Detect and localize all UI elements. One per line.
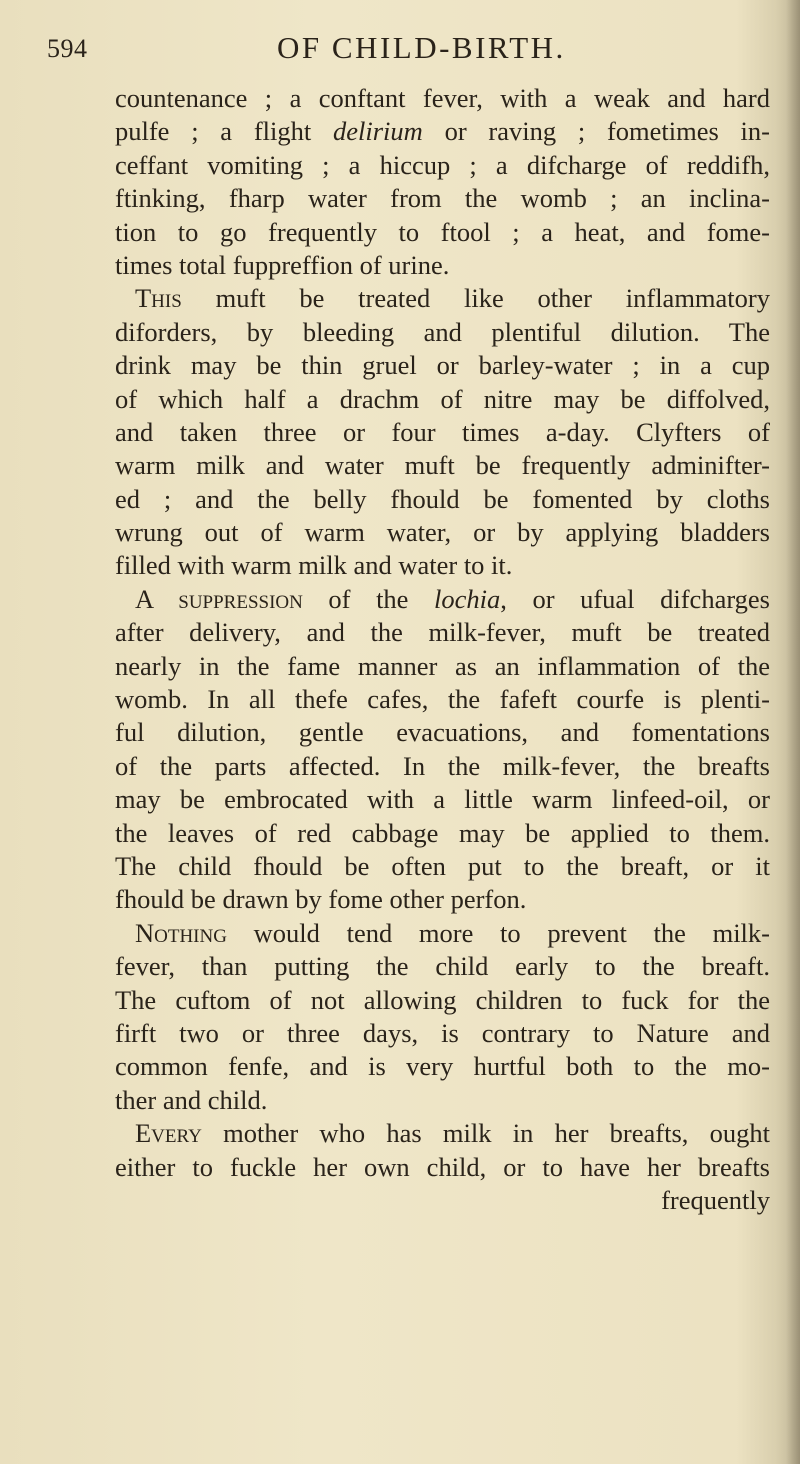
text-line: This muft be treated like other inflammatory <box>135 283 770 314</box>
text-line: diforders, by bleeding and plentiful dilution. The <box>115 316 770 347</box>
text-line: filled with warm milk and water to it. <box>115 550 513 581</box>
text-line: of which half a drachm of nitre may be diffolved, <box>115 383 770 414</box>
text-line: fhould be drawn by fome other perfon. <box>115 884 527 915</box>
text-line: ful dilution, gentle evacuations, and fomentations <box>115 717 770 748</box>
text-line: firft two or three days, is contrary to Nature and <box>115 1017 770 1048</box>
text-line: warm milk and water muft be frequently adminifter- <box>115 450 770 481</box>
text-line: wrung out of warm water, or by applying bladders <box>115 517 770 548</box>
text-line: may be embrocated with a little warm linfeed-oil, or <box>115 784 770 815</box>
paragraph <box>115 282 770 583</box>
text-line: of the parts affected. In the milk-fever, the breafts <box>115 750 770 781</box>
text-line: ed ; and the belly fhould be fomented by cloths <box>115 483 770 514</box>
text-line: ceffant vomiting ; a hiccup ; a difcharge of reddifh, <box>115 149 770 180</box>
text-line: nearly in the fame manner as an inflammation of the <box>115 650 770 681</box>
paragraph <box>115 917 770 1117</box>
paragraph <box>115 1117 770 1184</box>
paragraph <box>115 82 770 282</box>
text-line: A suppression of the lochia, or ufual difcharges <box>135 583 770 614</box>
page-edge-shadow <box>786 0 800 1464</box>
text-line: The child fhould be often put to the breaft, or it <box>115 850 770 881</box>
text-line: fever, than putting the child early to the breaft. <box>115 951 770 982</box>
text-line: drink may be thin gruel or barley-water ; in a cup <box>115 350 770 381</box>
page-number: 594 <box>47 34 88 63</box>
catchword: frequently <box>661 1184 770 1215</box>
text-line: The cuftom of not allowing children to fuck for the <box>115 984 770 1015</box>
text-line: Every mother who has milk in her breafts, ought <box>135 1118 770 1149</box>
text-line: pulfe ; a flight delirium or raving ; fometimes in- <box>115 116 770 147</box>
body-text <box>115 82 770 1217</box>
text-line: Nothing would tend more to prevent the milk- <box>135 917 770 948</box>
text-line: either to fuckle her own child, or to have her breafts <box>115 1151 770 1182</box>
text-line: ftinking, fharp water from the womb ; an inclina- <box>115 183 770 214</box>
text-line: ther and child. <box>115 1084 268 1115</box>
text-line: tion to go frequently to ftool ; a heat, and fome- <box>115 216 770 247</box>
text-line: times total fuppreffion of urine. <box>115 249 450 280</box>
text-line: after delivery, and the milk-fever, muft be treated <box>115 617 770 648</box>
text-line: the leaves of red cabbage may be applied to them. <box>115 817 770 848</box>
text-line: countenance ; a conftant fever, with a weak and hard <box>115 83 770 113</box>
paragraph <box>115 583 770 917</box>
page-header <box>0 30 800 70</box>
running-title: OF CHILD-BIRTH. <box>277 30 566 65</box>
text-line: and taken three or four times a-day. Clyfters of <box>115 416 770 447</box>
text-line: common fenfe, and is very hurtful both to the mo- <box>115 1051 770 1082</box>
text-line: womb. In all thefe cafes, the fafeft courfe is plenti- <box>115 684 770 715</box>
